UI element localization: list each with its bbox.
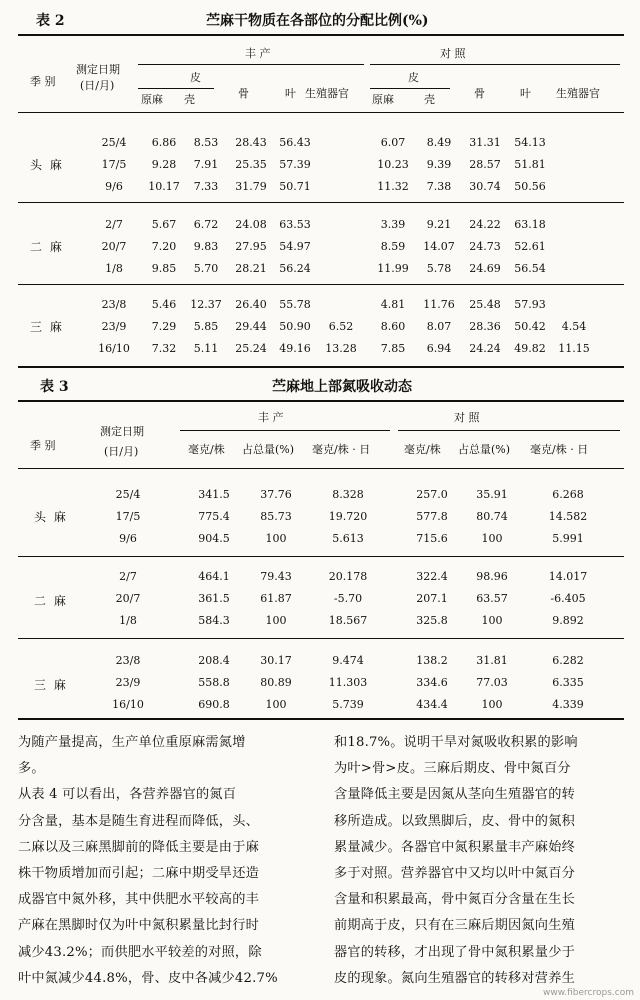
table3-high-cell: 558.8 [198, 676, 230, 689]
table2-group-rule [18, 284, 624, 285]
body-text-left-line: 减少43.2%；而供肥水平较差的对照，除 [18, 944, 262, 960]
table2-high-cell: 8.53 [193, 136, 219, 149]
table3-high-cell: 9.474 [332, 654, 364, 667]
table2-ctrl-cell: 24.69 [469, 262, 501, 275]
table3-title: 苎麻地上部氮吸收动态 [272, 379, 412, 395]
table2-header-rule [18, 112, 624, 113]
table3-high-cell: 8.328 [332, 488, 364, 501]
table2-high-shell: 壳 [184, 93, 195, 106]
table3-high-cell: 5.613 [332, 532, 364, 545]
body-text-right-line: 累量减少。各器官中氮积累量丰产麻始终 [334, 839, 575, 855]
table2-ctrl-cell: 28.36 [469, 320, 501, 333]
table3-high-cell: 80.89 [260, 676, 292, 689]
table2-high-cell: 9.85 [151, 262, 177, 275]
table3-date-header: 测定日期 [100, 425, 144, 438]
table2-ctrl-cell: 10.23 [377, 158, 409, 171]
table2-ctrl-cell: 24.22 [469, 218, 501, 231]
table3-ctrl-header: 对 照 [454, 411, 480, 424]
body-text-left-line: 二麻以及三麻黑脚前的降低主要是由于麻 [18, 839, 259, 855]
watermark-text: www.fibercrops.com [543, 988, 634, 998]
table2-title: 苎麻干物质在各部位的分配比例(%) [206, 13, 429, 29]
table2-high-cell: 9.28 [151, 158, 177, 171]
table3-ctrl-cell: 257.0 [416, 488, 448, 501]
body-text-left-line: 叶中氮减少44.8%，骨、皮中各减少42.7% [18, 970, 278, 986]
table2-ctrl-cell: 24.73 [469, 240, 501, 253]
table3-ctrl-cell: 35.91 [476, 488, 508, 501]
table3-high-cell: 341.5 [198, 488, 230, 501]
table2-high-cell: 54.97 [279, 240, 311, 253]
table3-high-cell: 904.5 [198, 532, 230, 545]
table2-date-cell: 1/8 [105, 262, 123, 275]
table2-high-cell: 25.24 [235, 342, 267, 355]
table3-ctrl-cell: 138.2 [416, 654, 448, 667]
table2-high-header: 丰 产 [245, 47, 271, 60]
table2-high-cell: 13.28 [325, 342, 357, 355]
table2-high-cell: 56.24 [279, 262, 311, 275]
table2-group-rule [18, 202, 624, 203]
table2-season-header: 季 别 [30, 75, 56, 88]
body-text-right-line: 为叶>骨>皮。三麻后期皮、骨中氮百分 [334, 761, 571, 777]
table3-ctrl-cell: 322.4 [416, 570, 448, 583]
table2-high-cell: 5.46 [151, 298, 177, 311]
table2-high-cell: 7.91 [193, 158, 219, 171]
table2-high-cell: 9.83 [193, 240, 219, 253]
table2-ctrl-underline [370, 64, 620, 65]
table2-date-cell: 9/6 [105, 180, 123, 193]
table3-date-cell: 25/4 [115, 488, 141, 501]
table3-ctrl-cell: 14.017 [548, 570, 588, 583]
table3-high-cell: 775.4 [198, 510, 230, 523]
table3-ctrl-underline [398, 430, 620, 431]
table2-date-cell: 17/5 [101, 158, 127, 171]
table2-date-header: 测定日期 [76, 63, 120, 76]
table2-high-underline [138, 64, 364, 65]
table3-high-cell: 100 [265, 614, 287, 627]
table2-ctrl-header: 对 照 [440, 47, 466, 60]
table3-date-cell: 1/8 [119, 614, 137, 627]
table3-high-cell: 37.76 [260, 488, 292, 501]
table3-high-cell: 464.1 [198, 570, 230, 583]
table2-ctrl-cell: 52.61 [514, 240, 546, 253]
table3-season-header: 季 别 [30, 439, 56, 452]
body-text-left-line: 多。 [18, 761, 45, 777]
body-text-left-line: 产麻在黑脚时仅为叶中氮积累量比封行时 [18, 918, 259, 934]
table2-ctrl-cell: 25.48 [469, 298, 501, 311]
table2-ctrl-cell: 56.54 [514, 262, 546, 275]
table3-date-cell: 23/9 [115, 676, 141, 689]
table2-date-cell: 20/7 [101, 240, 127, 253]
table3-high-cell: 584.3 [198, 614, 230, 627]
table2-high-cell: 6.72 [193, 218, 219, 231]
table2-ctrl-cell: 30.74 [469, 180, 501, 193]
table3-high-cell: 19.720 [328, 510, 368, 523]
table2-ctrl-cell: 11.99 [377, 262, 409, 275]
table3-high-cell: 61.87 [260, 592, 292, 605]
body-text-left-line: 株干物质增加而引起；二麻中期受旱还造 [18, 866, 259, 881]
table3-group-rule [18, 556, 624, 557]
table2-top-rule [18, 34, 624, 36]
table2-ctrl-cell: 5.78 [426, 262, 452, 275]
table2-ctrl-cell: 9.39 [426, 158, 452, 171]
table2-ctrl-cell: 63.18 [514, 218, 546, 231]
body-text-right-line: 含量和积累最高，骨中氮百分含量在生长 [334, 892, 575, 908]
table3-high-cell: 100 [265, 532, 287, 545]
table2-high-cell: 57.39 [279, 158, 311, 171]
table2-high-cell: 7.29 [151, 320, 177, 333]
table2-ctrl-shell: 壳 [424, 93, 435, 106]
table3-ctrl-cell: 31.81 [476, 654, 508, 667]
table2-high-cell: 28.43 [235, 136, 267, 149]
table2-label: 表 2 [36, 13, 65, 29]
table3-date-cell: 20/7 [115, 592, 141, 605]
table2-high-pi: 皮 [190, 71, 201, 84]
table2-ctrl-cell: 11.32 [377, 180, 409, 193]
table2-high-cell: 6.52 [328, 320, 354, 333]
table2-date-cell: 25/4 [101, 136, 127, 149]
table2-ctrl-cell: 11.15 [558, 342, 590, 355]
table3-high-cell: -5.70 [333, 592, 363, 605]
table2-date-unit: (日/月) [80, 79, 115, 92]
body-text-right-line: 皮的现象。氮向生殖器官的转移对营养生 [334, 970, 575, 986]
table2-high-cell: 7.33 [193, 180, 219, 193]
table2-ctrl-leaf: 叶 [520, 87, 531, 100]
table2-high-cell: 6.86 [151, 136, 177, 149]
table2-high-cell: 26.40 [235, 298, 267, 311]
table2-season-label: 三 麻 [30, 320, 64, 334]
table2-high-cell: 28.21 [235, 262, 267, 275]
table2-ctrl-repro: 生殖器官 [556, 87, 600, 100]
table3-high-cell: 208.4 [198, 654, 230, 667]
table2-high-cell: 5.85 [193, 320, 219, 333]
table2-ctrl-cell: 50.56 [514, 180, 546, 193]
table3-high-cell: 30.17 [260, 654, 292, 667]
table3-high-mg: 毫克/株 [188, 443, 225, 456]
table2-high-bone: 骨 [238, 87, 249, 100]
table3-ctrl-cell: 98.96 [476, 570, 508, 583]
table3-ctrl-mg: 毫克/株 [404, 443, 441, 456]
table3-ctrl-cell: 100 [481, 532, 503, 545]
table3-ctrl-pct: 占总量(%) [458, 443, 511, 456]
table2-season-label: 头 麻 [30, 158, 64, 172]
table2-ctrl-cell: 11.76 [423, 298, 455, 311]
body-text-left-line: 成器官中氮外移，其中供肥水平较高的丰 [18, 892, 259, 908]
table2-high-cell: 56.43 [279, 136, 311, 149]
table2-date-cell: 23/8 [101, 298, 127, 311]
table2-ctrl-cell: 6.94 [426, 342, 452, 355]
table2-high-cell: 5.11 [193, 342, 219, 355]
table2-ctrl-cell: 3.39 [380, 218, 406, 231]
table2-ctrl-pi: 皮 [408, 71, 419, 84]
table3-high-underline [180, 430, 390, 431]
table2-high-cell: 31.79 [235, 180, 267, 193]
table2-high-leaf: 叶 [285, 87, 296, 100]
table3-ctrl-cell: 325.8 [416, 614, 448, 627]
table2-ctrl-cell: 4.81 [380, 298, 406, 311]
table3-ctrl-cell: 6.268 [552, 488, 584, 501]
table2-high-cell: 55.78 [279, 298, 311, 311]
table2-ctrl-cell: 50.42 [514, 320, 546, 333]
table3-high-rate: 毫克/株 · 日 [312, 443, 371, 456]
table2-ctrl-cell: 28.57 [469, 158, 501, 171]
table3-season-label: 二 麻 [34, 594, 68, 608]
table3-high-cell: 100 [265, 698, 287, 711]
table3-high-cell: 5.739 [332, 698, 364, 711]
table3-ctrl-cell: 80.74 [476, 510, 508, 523]
table3-high-cell: 690.8 [198, 698, 230, 711]
table3-date-cell: 9/6 [119, 532, 137, 545]
body-text-right-line: 含量降低主要是因氮从茎向生殖器官的转 [334, 787, 575, 803]
table2-high-cell: 49.16 [279, 342, 311, 355]
table3-season-label: 头 麻 [34, 510, 68, 524]
table2-ctrl-cell: 57.93 [514, 298, 546, 311]
table3-bottom-rule [18, 718, 624, 720]
table3-high-cell: 18.567 [328, 614, 368, 627]
table3-ctrl-cell: 577.8 [416, 510, 448, 523]
table3-season-label: 三 麻 [34, 678, 68, 692]
table3-ctrl-cell: 77.03 [476, 676, 508, 689]
table2-ctrl-cell: 49.82 [514, 342, 546, 355]
table3-high-cell: 361.5 [198, 592, 230, 605]
table2-high-cell: 7.20 [151, 240, 177, 253]
table3-header-rule [18, 468, 624, 469]
table2-date-cell: 2/7 [105, 218, 123, 231]
table2-high-cell: 5.67 [151, 218, 177, 231]
table3-date-cell: 23/8 [115, 654, 141, 667]
table3-ctrl-cell: 434.4 [416, 698, 448, 711]
table2-season-label: 二 麻 [30, 240, 64, 254]
table2-high-cell: 29.44 [235, 320, 267, 333]
table3-label: 表 3 [40, 379, 69, 395]
table2-high-cell: 50.90 [279, 320, 311, 333]
table2-ctrl-cell: 8.60 [380, 320, 406, 333]
table2-date-cell: 16/10 [98, 342, 130, 355]
table3-ctrl-cell: 4.339 [552, 698, 584, 711]
body-text-right-line: 器官的转移，才出现了骨中氮积累量少于 [334, 944, 575, 960]
table3-date-cell: 17/5 [115, 510, 141, 523]
table2-ctrl-cell: 6.07 [380, 136, 406, 149]
table3-ctrl-cell: 100 [481, 698, 503, 711]
table2-ctrl-bone: 骨 [474, 87, 485, 100]
body-text-right-line: 前期高于皮，只有在三麻后期因氮向生殖 [334, 918, 575, 934]
table3-ctrl-cell: 6.282 [552, 654, 584, 667]
table2-high-cell: 5.70 [193, 262, 219, 275]
table3-high-cell: 20.178 [328, 570, 368, 583]
table2-ctrl-pi-underline [370, 88, 450, 89]
table3-ctrl-rate: 毫克/株 · 日 [530, 443, 589, 456]
table3-group-rule [18, 638, 624, 639]
table3-date-cell: 2/7 [119, 570, 137, 583]
table2-high-raw: 原麻 [141, 93, 163, 106]
table2-ctrl-cell: 8.49 [426, 136, 452, 149]
table3-high-cell: 11.303 [328, 676, 368, 689]
table3-high-cell: 79.43 [260, 570, 292, 583]
table2-high-cell: 27.95 [235, 240, 267, 253]
table2-ctrl-cell: 7.38 [426, 180, 452, 193]
table2-high-cell: 12.37 [190, 298, 222, 311]
table2-high-cell: 25.35 [235, 158, 267, 171]
table3-top-rule [18, 400, 624, 402]
table3-high-cell: 85.73 [260, 510, 292, 523]
body-text-left-line: 分含量，基本是随生育进程而降低，头、 [18, 813, 259, 829]
table3-ctrl-cell: -6.405 [550, 592, 586, 605]
table2-ctrl-cell: 54.13 [514, 136, 546, 149]
table2-ctrl-cell: 14.07 [423, 240, 455, 253]
table3-ctrl-cell: 9.892 [552, 614, 584, 627]
table3-ctrl-cell: 100 [481, 614, 503, 627]
table3-high-header: 丰 产 [258, 411, 284, 424]
table2-high-cell: 7.32 [151, 342, 177, 355]
table3-ctrl-cell: 6.335 [552, 676, 584, 689]
body-text-right-line: 移所造成。以致黑脚后，皮、骨中的氮积 [334, 813, 575, 829]
table2-high-repro: 生殖器官 [305, 87, 349, 100]
table3-date-unit: (日/月) [104, 445, 139, 458]
table2-high-cell: 50.71 [279, 180, 311, 193]
table2-ctrl-cell: 31.31 [469, 136, 501, 149]
table2-high-cell: 10.17 [148, 180, 180, 193]
table2-ctrl-cell: 24.24 [469, 342, 501, 355]
table3-ctrl-cell: 334.6 [416, 676, 448, 689]
table2-ctrl-cell: 8.59 [380, 240, 406, 253]
table2-ctrl-cell: 8.07 [426, 320, 452, 333]
body-text-left-line: 为随产量提高，生产单位重原麻需氮增 [18, 735, 246, 750]
table2-high-cell: 63.53 [279, 218, 311, 231]
table2-date-cell: 23/9 [101, 320, 127, 333]
table3-ctrl-cell: 715.6 [416, 532, 448, 545]
table3-ctrl-cell: 63.57 [476, 592, 508, 605]
table2-ctrl-cell: 4.54 [561, 320, 587, 333]
table3-high-pct: 占总量(%) [242, 443, 295, 456]
body-text-left-line: 从表 4 可以看出，各营养器官的氮百 [18, 787, 237, 803]
table2-ctrl-cell: 9.21 [426, 218, 452, 231]
table2-ctrl-cell: 51.81 [514, 158, 546, 171]
table3-ctrl-cell: 5.991 [552, 532, 584, 545]
table3-date-cell: 16/10 [112, 698, 144, 711]
table3-ctrl-cell: 207.1 [416, 592, 448, 605]
table3-ctrl-cell: 14.582 [548, 510, 588, 523]
table2-ctrl-cell: 7.85 [380, 342, 406, 355]
table2-high-pi-underline [138, 88, 214, 89]
table2-high-cell: 24.08 [235, 218, 267, 231]
body-text-right-line: 多于对照。营养器官中又均以叶中氮百分 [334, 866, 575, 881]
table2-bottom-rule [18, 366, 624, 368]
table2-ctrl-raw: 原麻 [372, 93, 394, 106]
body-text-right-line: 和18.7%。说明干旱对氮吸收积累的影响 [334, 735, 578, 750]
